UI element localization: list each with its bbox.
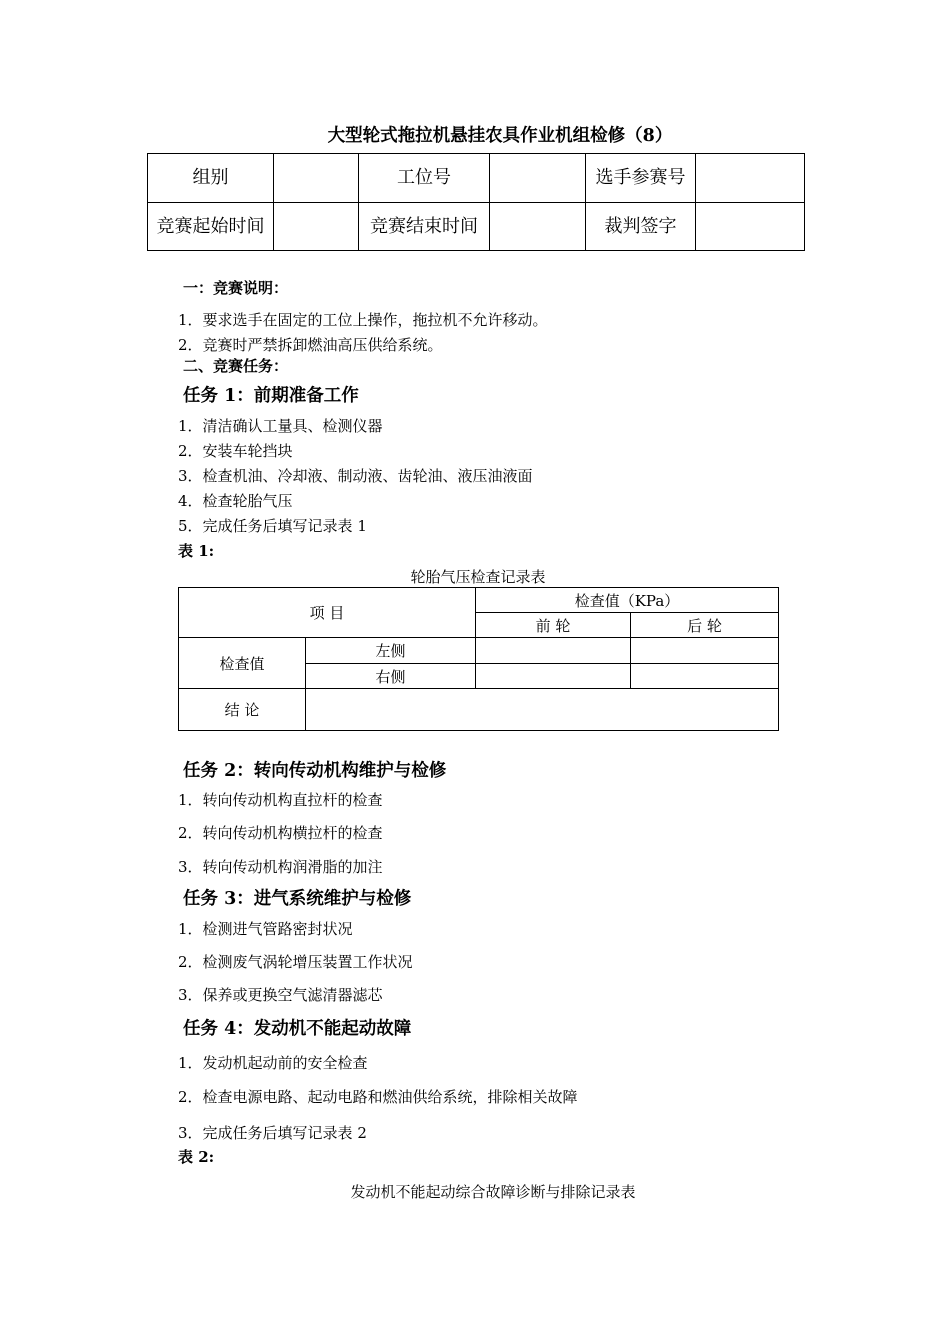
- station-label: 工位号: [359, 154, 490, 203]
- front-right-value-cell[interactable]: [476, 664, 631, 689]
- start-time-label: 竞赛起始时间: [148, 203, 274, 251]
- judge-signature-label: 裁判签字: [586, 203, 696, 251]
- task4-item: 1．发动机起动前的安全检查: [178, 1054, 368, 1072]
- tire-pressure-table: [178, 587, 779, 731]
- conclusion-label: 结 论: [179, 689, 306, 731]
- start-time-value-cell[interactable]: [274, 203, 359, 251]
- table2-label: 表 2:: [178, 1148, 215, 1166]
- left-side-label: 左侧: [306, 638, 476, 664]
- front-left-value-cell[interactable]: [476, 638, 631, 664]
- conclusion-value-cell[interactable]: [306, 689, 779, 731]
- contestant-info-table: [147, 153, 805, 251]
- group-value-cell[interactable]: [274, 154, 359, 203]
- task1-item: 5．完成任务后填写记录表 1: [178, 517, 367, 535]
- judge-signature-value-cell[interactable]: [696, 203, 805, 251]
- check-value-header: 检查值（KPa）: [476, 588, 779, 613]
- station-value-cell[interactable]: [490, 154, 586, 203]
- section2-heading: 二、竞赛任务：: [183, 357, 289, 375]
- rear-wheel-header: 后 轮: [631, 613, 779, 638]
- contestant-number-value-cell[interactable]: [696, 154, 805, 203]
- task1-item: 2．安装车轮挡块: [178, 442, 293, 460]
- task1-heading: 任务 1：前期准备工作: [183, 386, 359, 406]
- task3-item: 2．检测废气涡轮增压装置工作状况: [178, 953, 413, 971]
- page-title: 大型轮式拖拉机悬挂农具作业机组检修（8）: [327, 126, 673, 146]
- section1-heading: 一：竞赛说明：: [183, 279, 289, 297]
- end-time-label: 竞赛结束时间: [359, 203, 490, 251]
- task3-item: 3．保养或更换空气滤清器滤芯: [178, 986, 383, 1004]
- rear-right-value-cell[interactable]: [631, 664, 779, 689]
- right-side-label: 右侧: [306, 664, 476, 689]
- task4-heading: 任务 4：发动机不能起动故障: [183, 1019, 412, 1039]
- task2-item: 1．转向传动机构直拉杆的检查: [178, 791, 383, 809]
- task1-item: 1．清洁确认工量具、检测仪器: [178, 417, 383, 435]
- section1-item: 1．要求选手在固定的工位上操作，拖拉机不允许移动。: [178, 311, 548, 329]
- contestant-number-label: 选手参赛号: [586, 154, 696, 203]
- task4-item: 3．完成任务后填写记录表 2: [178, 1124, 367, 1142]
- task2-heading: 任务 2：转向传动机构维护与检修: [183, 761, 447, 781]
- table1-label: 表 1:: [178, 542, 215, 560]
- item-header: 项 目: [179, 588, 476, 638]
- section1-item: 2．竞赛时严禁拆卸燃油高压供给系统。: [178, 336, 443, 354]
- task3-heading: 任务 3：进气系统维护与检修: [183, 889, 412, 909]
- task3-item: 1．检测进气管路密封状况: [178, 920, 353, 938]
- check-value-row-label: 检查值: [179, 638, 306, 689]
- table2-caption: 发动机不能起动综合故障诊断与排除记录表: [350, 1183, 636, 1201]
- group-label: 组别: [148, 154, 274, 203]
- task2-item: 2．转向传动机构横拉杆的检查: [178, 824, 383, 842]
- table1-caption: 轮胎气压检查记录表: [410, 568, 546, 586]
- task1-item: 4．检查轮胎气压: [178, 492, 293, 510]
- rear-left-value-cell[interactable]: [631, 638, 779, 664]
- task2-item: 3．转向传动机构润滑脂的加注: [178, 858, 383, 876]
- end-time-value-cell[interactable]: [490, 203, 586, 251]
- task4-item: 2．检查电源电路、起动电路和燃油供给系统，排除相关故障: [178, 1088, 578, 1106]
- front-wheel-header: 前 轮: [476, 613, 631, 638]
- task1-item: 3．检查机油、冷却液、制动液、齿轮油、液压油液面: [178, 467, 533, 485]
